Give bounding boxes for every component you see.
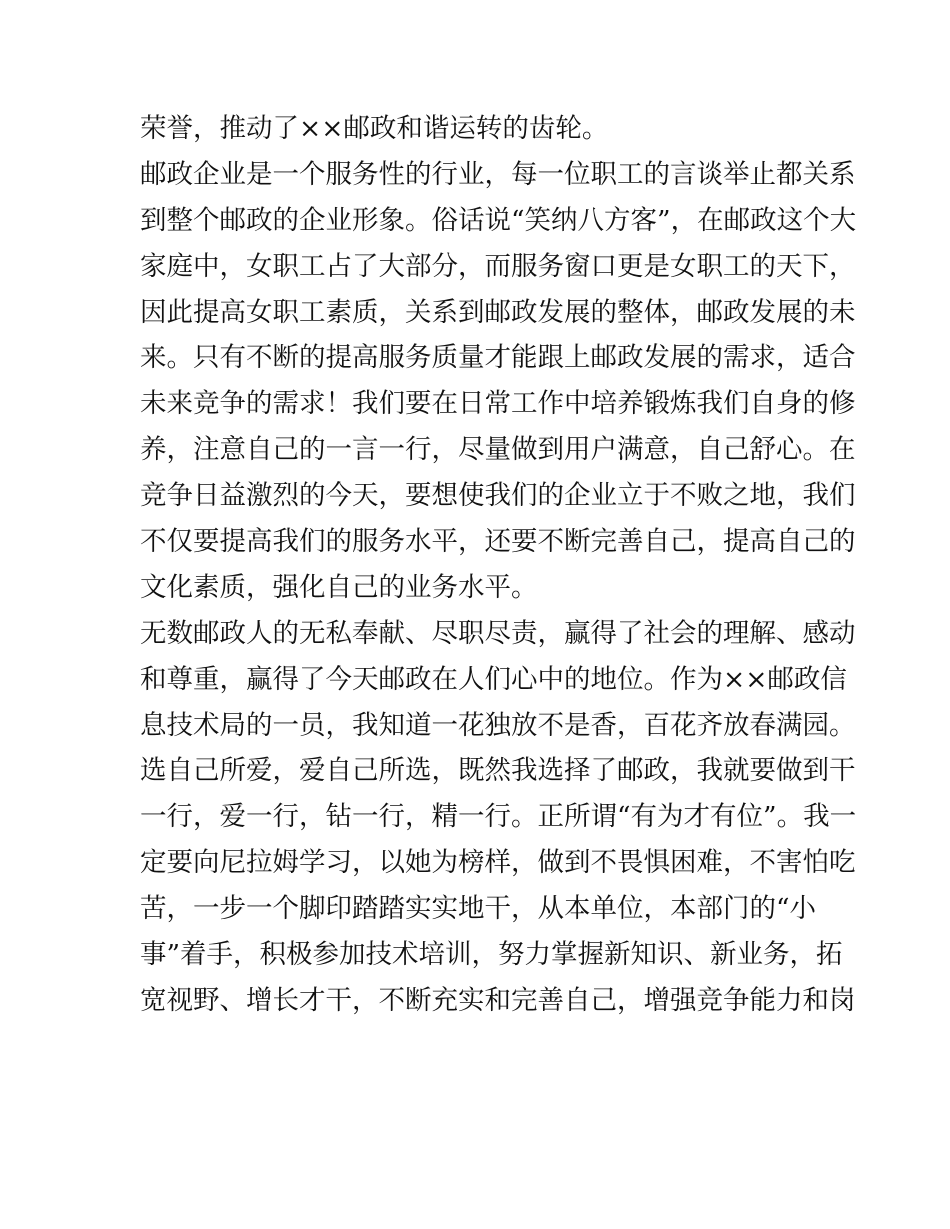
text-line: 养，注意自己的一言一行，尽量做到用户满意，自己舒心。在 xyxy=(140,434,856,466)
text-line: 定要向尼拉姆学习，以她为榜样，做到不畏惧困难，不害怕吃 xyxy=(140,847,856,879)
text-line: 息技术局的一员，我知道一花独放不是香，百花齐放春满园。 xyxy=(140,709,856,741)
text-line: 苦，一步一个脚印踏踏实实地干，从本单位，本部门的“小 xyxy=(140,893,817,925)
text-line: 家庭中，女职工占了大部分，而服务窗口更是女职工的天下， xyxy=(140,250,856,282)
text-line: 文化素质，强化自己的业务水平。 xyxy=(140,571,538,603)
text-line: 宽视野、增长才干，不断充实和完善自己，增强竞争能力和岗 xyxy=(140,984,856,1016)
text-line: 未来竞争的需求！我们要在日常工作中培养锻炼我们自身的修 xyxy=(140,388,856,420)
text-line: 事”着手，积极参加技术培训，努力掌握新知识、新业务，拓 xyxy=(140,939,843,971)
text-line: 竞争日益激烈的今天，要想使我们的企业立于不败之地，我们 xyxy=(140,480,856,512)
text-line: 到整个邮政的企业形象。俗话说“笑纳八方客”，在邮政这个大 xyxy=(140,204,857,236)
text-line: 无数邮政人的无私奉献、尽职尽责，赢得了社会的理解、感动 xyxy=(140,617,856,649)
document-page xyxy=(140,106,857,1024)
text-line: 邮政企业是一个服务性的行业，每一位职工的言谈举止都关系 xyxy=(140,158,856,190)
text-line: 来。只有不断的提高服务质量才能跟上邮政发展的需求，适合 xyxy=(140,342,856,374)
text-line: 一行，爱一行，钻一行，精一行。正所谓“有为才有位”。我一 xyxy=(140,801,857,833)
text-line: 因此提高女职工素质，关系到邮政发展的整体，邮政发展的未 xyxy=(140,296,856,328)
text-line: 不仅要提高我们的服务水平，还要不断完善自己，提高自己的 xyxy=(140,526,856,558)
text-line: 和尊重，赢得了今天邮政在人们心中的地位。作为××邮政信 xyxy=(140,663,847,695)
text-line: 荣誉，推动了××邮政和谐运转的齿轮。 xyxy=(140,113,609,144)
text-line: 选自己所爱，爱自己所选，既然我选择了邮政，我就要做到干 xyxy=(140,755,856,787)
